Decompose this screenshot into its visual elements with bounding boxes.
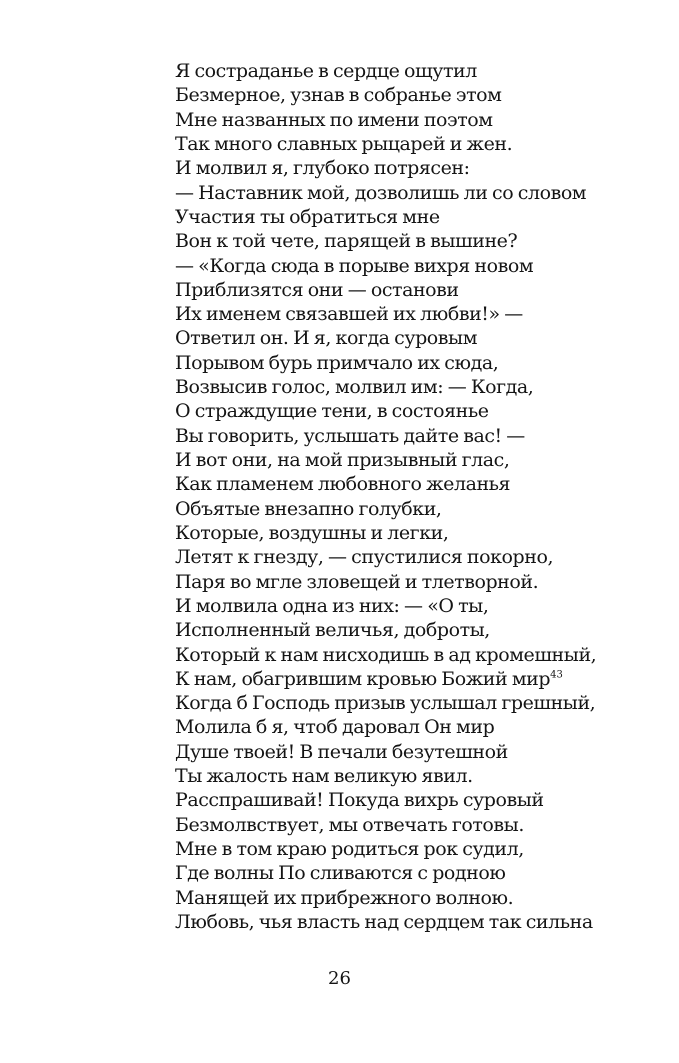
poem-line-text: К нам, обагрившим кровью Божий мир (175, 667, 551, 690)
footnote-marker[interactable]: 43 (550, 669, 563, 681)
poem-line: Исполненный величья, доброты, (175, 619, 490, 642)
poem-line: Манящей их прибрежного волною. (175, 886, 514, 909)
poem-line: Любовь, чья власть над сердцем так сильна (175, 910, 593, 933)
page-number: 26 (328, 968, 351, 989)
poem-line: — Наставник мой, дозволишь ли со словом (175, 181, 587, 204)
poem-line: Я состраданье в сердце ощутил (175, 60, 477, 82)
poem-line: Ты жалость нам великую явил. (175, 765, 473, 788)
poem-line: — «Когда сюда в порыве вихря новом (175, 254, 534, 277)
poem-line: И молвила одна из них: — «О ты, (175, 594, 489, 617)
poem-line: Ответил он. И я, когда суровым (175, 327, 478, 350)
poem-line: И вот они, на мой призывный глас, (175, 449, 510, 471)
poem-line: Как пламенем любовного желанья (175, 473, 511, 496)
poem-line: Который к нам нисходишь в ад кромешный, (175, 643, 597, 666)
poem-line: Вы говорить, услышать дайте вас! — (175, 424, 525, 447)
poem-text (175, 59, 655, 934)
poem-line: Возвысив голос, молвил им: — Когда, (175, 376, 534, 399)
poem-line: Порывом бурь примчало их сюда, (175, 351, 499, 374)
poem-line: Паря во мгле зловещей и тлетворной. (175, 570, 539, 593)
poem-line: Вон к той чете, парящей в вышине? (175, 230, 518, 253)
poem-line-with-footnote (175, 667, 655, 691)
poem-line: Мне названных по имени поэтом (175, 108, 493, 131)
poem-line: Объятые внезапно голубки, (175, 497, 442, 520)
poem-line: О страждущие тени, в состоянье (175, 400, 489, 423)
poem-line: И молвил я, глубоко потрясен: (175, 157, 470, 180)
poem-line: Мне в том краю родиться рок судил, (175, 838, 524, 860)
poem-line: Когда б Господь призыв услышал грешный, (175, 692, 596, 715)
poem-line: Где волны По сливаются с родною (175, 862, 506, 885)
poem-line: Приблизятся они — останови (175, 278, 459, 301)
poem-line: Безмерное, узнав в собранье этом (175, 84, 502, 107)
poem-line: Летят к гнезду, — спустилися покорно, (175, 546, 554, 569)
poem-line: Их именем связавшей их любви!» — (175, 303, 523, 326)
poem-line: Душе твоей! В печали безутешной (175, 740, 508, 763)
poem-line: Которые, воздушны и легки, (175, 521, 449, 544)
poem-line: Так много славных рыцарей и жен. (175, 132, 513, 155)
poem-line: Расспрашивай! Покуда вихрь суровый (175, 789, 544, 812)
poem-line: Безмолвствует, мы отвечать готовы. (175, 813, 524, 836)
poem-line: Молила б я, чтоб даровал Он мир (175, 716, 495, 739)
poem-line: Участия ты обратиться мне (175, 205, 440, 228)
